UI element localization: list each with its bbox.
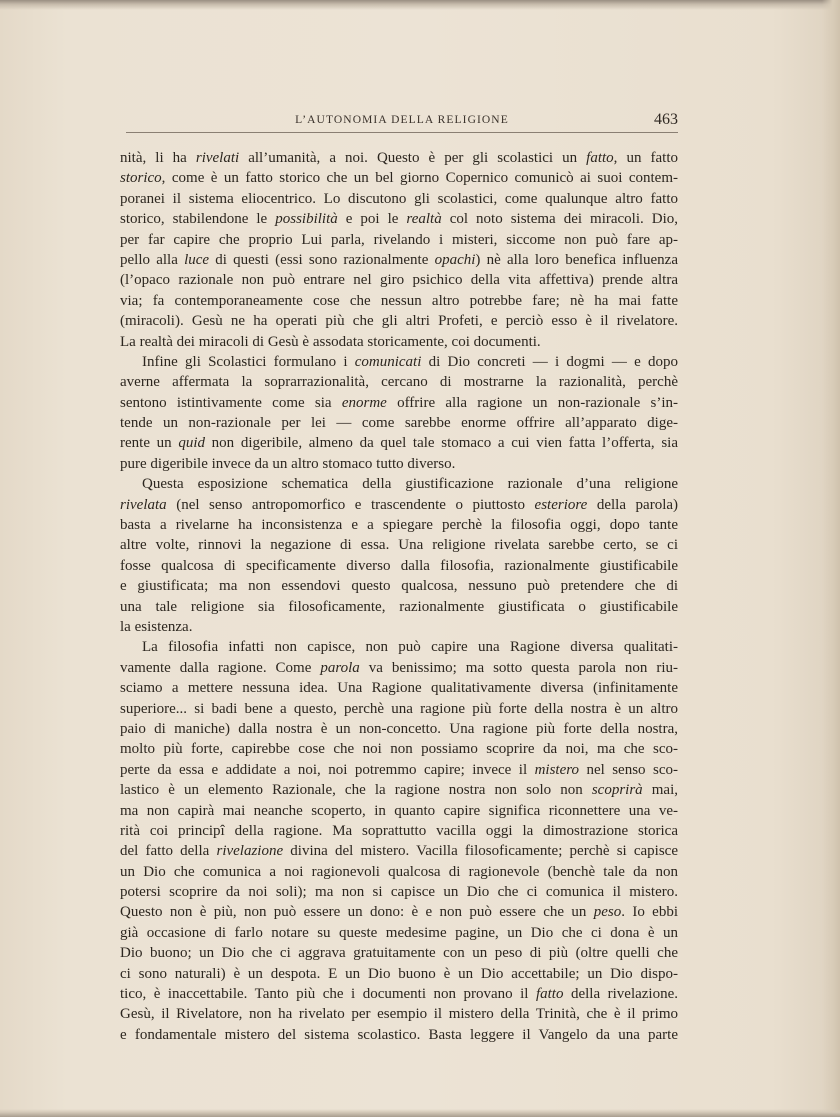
text-run: poranei il sistema eliocentrico. Lo discutono gli scolastici, come qualunque altro fatto [120,190,678,207]
italic-text: comunicati [354,353,422,370]
text-line [120,637,678,657]
text-run: ci sono naturali) è un despota. E un Dio buono è un Dio accettabile; un Dio dispo- [120,965,678,982]
text-run: tico, è inaccettabile. Tanto più che i documenti non provano il [120,986,536,1003]
text-run: tende un non-razionale per lei — come sarebbe enorme offrire all’apparato dige- [120,415,678,432]
text-run: un Dio che comunica a noi ragionevoli qualcosa di ragionevole (benchè tale da non [120,863,678,880]
italic-text: fatto [586,150,614,166]
italic-text: luce [184,251,210,268]
page-top-edge [0,0,840,10]
text-line [120,984,678,1004]
text-line [120,576,678,596]
text-run: già occasione di farlo notare su queste medesime pagine, un Dio che ci dona è un [120,924,678,941]
text-run: rente un [120,435,179,452]
text-run: (miracoli). Gesù ne ha operati più che gli altri Profeti, e perciò esso è il rivelatore. [120,313,678,330]
text-run: potersi scoprire da noi soli); ma non si capisce un Dio che ci comunica il mistero. [120,884,678,901]
text-line [120,393,678,413]
text-line [120,270,678,290]
page-number: 463 [654,111,678,128]
text-run: sciamo a mettere nessuna idea. Una Ragione qualitativamente diversa (infinitamente [120,680,678,697]
text-line [120,433,678,453]
text-run: La filosofia infatti non capisce, non può capire una Ragione diversa qualitati- [142,639,678,656]
text-line [120,597,678,617]
header-rule [126,132,678,133]
text-run: paio di maniche) dalla nostra è un non-concetto. Una ragione più forte della nostra, [120,720,678,737]
text-run: nità, li ha [120,150,196,166]
text-run: . Io ebbi [621,904,679,921]
text-run: del fatto della [120,843,217,860]
italic-text: peso [593,904,622,921]
running-head [126,112,678,134]
text-run: col noto sistema dei miracoli. Dio, [441,211,679,228]
text-run: offrire alla ragione un non-razionale s’in- [386,394,678,411]
italic-text: esteriore [534,496,588,513]
text-line [120,780,678,800]
text-run: via; fa contemporaneamente cose che nessun altro potrebbe fare; nè ha mai fatte [120,292,678,309]
text-line [120,148,678,168]
text-line [120,923,678,943]
text-run: Dio buono; un Dio che ci aggrava gratuitamente con un peso di più (oltre quelli che [120,945,678,962]
text-line [120,291,678,311]
text-run: ) nè alla loro benefica influenza [475,251,678,268]
text-line [120,556,678,576]
text-run: lastico è un elemento Razionale, che la ragione nostra non solo non [120,782,592,799]
text-run: , un fatto [613,150,678,166]
text-run: , come è un fatto storico che un bel giorno Copernico comunicò ai suoi contem- [161,170,678,187]
text-line [120,413,678,433]
text-line [120,841,678,861]
text-run: vamente dalla ragione. Come [120,659,321,676]
text-line [120,739,678,759]
text-run: della rivelazione. [563,986,678,1003]
text-run: una tale religione sia filosoficamente, razionalmente giustificata o giustificabile [120,598,678,615]
text-line [120,352,678,372]
text-line [120,1004,678,1024]
text-line [120,474,678,494]
text-line [120,1025,678,1045]
text-line [120,719,678,739]
text-line [120,515,678,535]
italic-text: parola [320,659,360,676]
text-run: altre volte, rinnovi la negazione di essa. Una religione rivelata sarebbe certo, se ci [120,537,678,554]
text-line [120,658,678,678]
text-run: nel senso sco- [579,761,678,778]
italic-text: enorme [341,394,387,411]
text-run: ma non capirà mai neanche scoperto, in quanto capire significa riconnettere una ve- [120,802,678,819]
text-line [120,535,678,555]
text-line [120,495,678,515]
text-run: divina del mistero. Vacilla filosoficamente; perchè si capisce [283,843,679,860]
text-run: di questi (essi sono razionalmente [209,251,435,268]
page-right-edge [822,0,840,1117]
text-run: della parola) [587,496,679,513]
italic-text: quid [178,435,205,452]
text-run: (l’opaco razionale non può entrare nel giro psichico della vita affettiva) prende altra [120,272,678,289]
text-run: e giustificata; ma non essendovi questo qualcosa, nessuno può pretendere che di [120,578,678,595]
text-line [120,209,678,229]
text-run: rità coi principî della ragione. Ma soprattutto vacilla oggi la dimostrazione storica [120,822,678,839]
text-line [120,230,678,250]
italic-text: mistero [534,761,580,778]
italic-text: possibilità [275,211,338,228]
text-run: averne affermata la soprarrazionalità, cercano di mostrarne la razionalità, perchè [120,374,678,391]
text-run: perte da essa e addidate a noi, noi potremmo capire; invece il [120,761,535,778]
text-line [120,454,678,474]
text-line [120,760,678,780]
text-run: di Dio concreti — i dogmi — e dopo [421,353,679,370]
text-run: va benissimo; ma sotto questa parola non riu- [359,659,678,676]
text-run: superiore... si badi bene a questo, perchè una ragione più forte della nostra è un altro [120,700,678,717]
text-run: all’umanità, a noi. Questo è per gli scolastici un [239,150,587,166]
italic-text: rivelati [195,150,240,166]
text-run: per far capire che proprio Lui parla, rivelando i misteri, siccome non può fare ap- [120,231,678,248]
text-line [120,311,678,331]
text-line [120,168,678,188]
italic-text: fatto [535,986,564,1003]
text-line [120,678,678,698]
text-run: non digeribile, almeno da quel tale stomaco a cui vien fatta l’offerta, sia [205,435,678,452]
text-run: pure digeribile invece da un altro stomaco tutto diverso. [120,455,456,472]
text-run: mai, [642,782,678,799]
text-line [120,372,678,392]
text-line [120,801,678,821]
text-line [120,189,678,209]
text-run: e fondamentale mistero del sistema scolastico. Basta leggere il Vangelo da una parte [120,1026,678,1043]
text-run: pello alla [120,251,185,268]
italic-text: realtà [406,211,442,228]
body-text [120,148,678,1045]
text-line [120,821,678,841]
text-run: Gesù, il Rivelatore, non ha rivelato per esempio il mistero della Trinità, che è il primo [120,1006,678,1023]
text-run: storico, stabilendone le [120,211,276,228]
text-run: sentono istintivamente come sia [120,394,342,411]
italic-text: rivelata [120,496,167,513]
italic-text: storico [120,170,162,187]
text-run: fosse qualcosa di specificamente diverso dalla filosofia, razionalmente giustificabile [120,557,678,574]
italic-text: scoprirà [591,782,643,799]
running-title: L’AUTONOMIA DELLA RELIGIONE [295,114,509,126]
text-run: La realtà dei miracoli di Gesù è assodata storicamente, coi documenti. [120,333,541,350]
text-line [120,332,678,352]
text-line [120,943,678,963]
text-line [120,699,678,719]
text-line [120,250,678,270]
text-line [120,862,678,882]
text-run: la esistenza. [120,618,193,635]
page-bottom-edge [0,1109,840,1117]
text-run: e poi le [337,211,407,228]
text-run: Questa esposizione schematica della giustificazione razionale d’una religione [142,476,678,493]
text-line [120,617,678,637]
text-run: Questo non è più, non può essere un dono: è e non può essere che un [120,904,594,921]
text-line [120,902,678,922]
text-line [120,964,678,984]
italic-text: opachi [434,251,476,268]
text-run: (nel senso antropomorfico e trascendente o piuttosto [166,496,535,513]
italic-text: rivelazione [216,843,284,860]
text-run: Infine gli Scolastici formulano i [142,353,355,370]
text-run: basta a rivelarne ha inconsistenza e a spiegare perchè la filosofia oggi, dopo tante [120,517,678,534]
text-line [120,882,678,902]
text-run: molto più forte, capirebbe cose che noi non possiamo scoprire da noi, ma che sco- [120,741,678,758]
